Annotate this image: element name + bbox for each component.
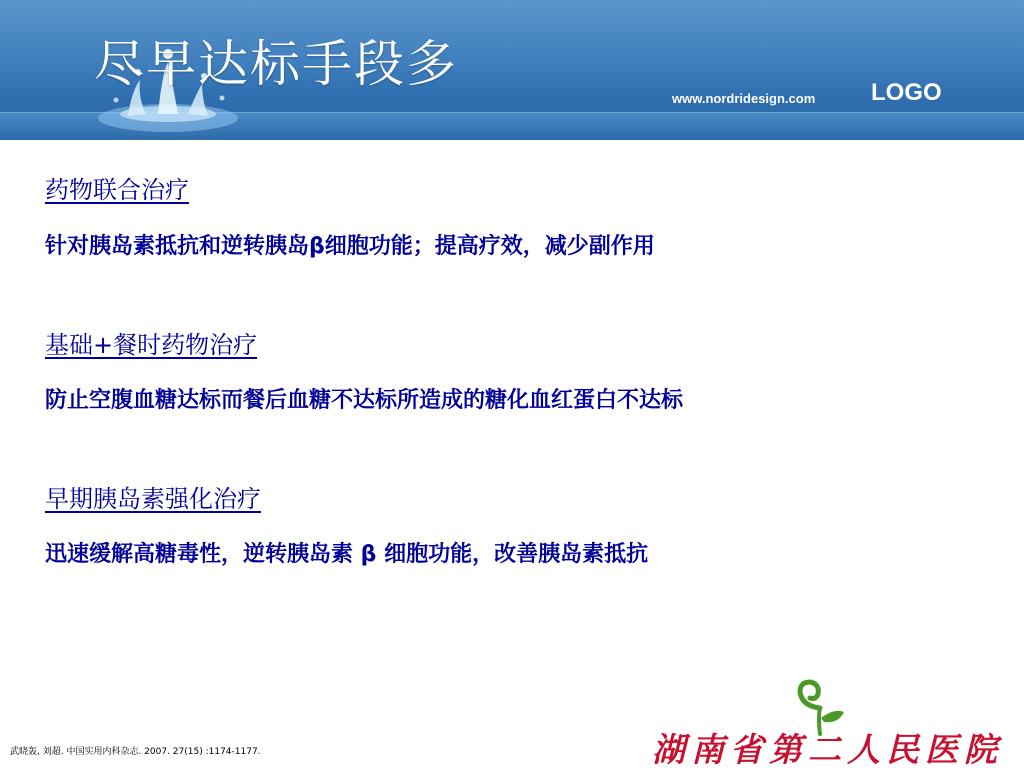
logo-text: LOGO <box>871 79 942 106</box>
citation: 武晓轰, 刘超. 中国实用内科杂志. 2007. 27(15) :1174-1177. <box>10 747 261 757</box>
section-text-early-insulin: 迅速缓解高糖毒性，逆转胰岛素 β 细胞功能，改善胰岛素抵抗 <box>45 542 649 567</box>
section-text-basal-prandial: 防止空腹血糖达标而餐后血糖不达标所造成的糖化血红蛋白不达标 <box>45 388 684 413</box>
slide-title: 尽早达标手段多 <box>94 35 458 93</box>
section-text-combination-therapy: 针对胰岛素抵抗和逆转胰岛β细胞功能；提高疗效，减少副作用 <box>45 234 655 259</box>
header-banner <box>0 0 1024 140</box>
section-heading-combination-therapy: 药物联合治疗 <box>45 176 189 204</box>
section-heading-basal-prandial: 基础+餐时药物治疗 <box>45 331 258 359</box>
hospital-name: 湖南省第二人民医院 <box>652 730 1003 769</box>
section-heading-early-insulin: 早期胰岛素强化治疗 <box>45 485 261 513</box>
website-url: www.nordridesign.com <box>672 91 816 106</box>
